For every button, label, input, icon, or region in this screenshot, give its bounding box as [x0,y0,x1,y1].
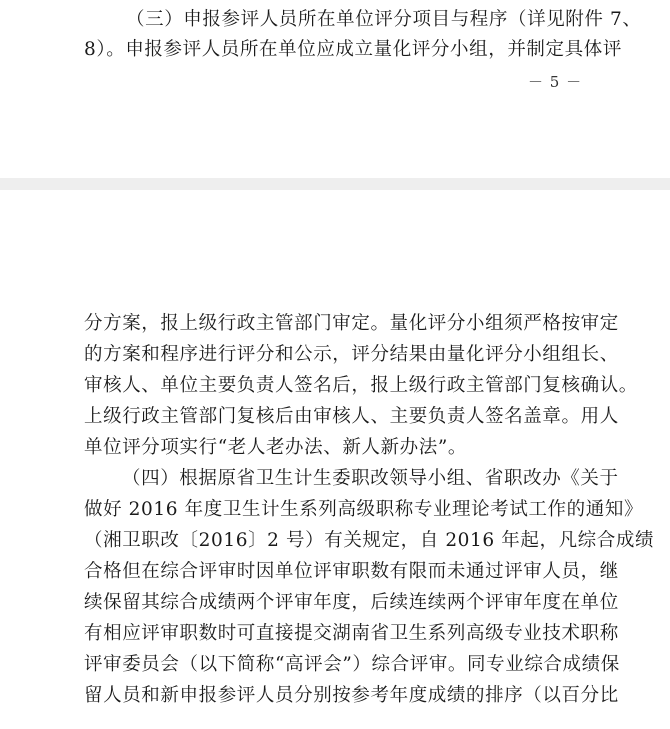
paragraph-three-line-2: 8）。申报参评人员所在单位应成立量化评分小组，并制定具体评 [84,39,622,60]
body-line-2: 的方案和程序进行评分和公示，评分结果由量化评分小组组长、 [84,344,619,365]
page-six-top-section [0,190,670,729]
paragraph-four-line-8: 留人员和新申报参评人员分别按参考年度成绩的排序（以百分比 [84,685,619,706]
body-line-1: 分方案，报上级行政主管部门审定。量化评分小组须严格按审定 [84,313,619,334]
paragraph-four-line-1: （四）根据原省卫生计生委职改领导小组、省职改办《关于 [122,468,619,489]
page-five-bottom-section [0,0,670,178]
paragraph-three-line-1: （三）申报参评人员所在单位评分项目与程序（详见附件 7、 [126,9,642,30]
page-number: － 5 － [528,73,583,91]
paragraph-four-line-2: 做好 2016 年度卫生计生系列高级职称专业理论考试工作的通知》 [84,499,644,520]
body-line-4: 上级行政主管部门复核后由审核人、主要负责人签名盖章。用人 [84,406,619,427]
paragraph-four-line-7: 评审委员会（以下简称“高评会”）综合评审。同专业综合成绩保 [84,654,620,675]
paragraph-four-line-6: 有相应评审职数时可直接提交湖南省卫生系列高级专业技术职称 [84,623,619,644]
paragraph-four-line-4: 合格但在综合评审时因单位评审职数有限而未通过评审人员，继 [84,561,619,582]
page-break-divider [0,178,670,190]
body-line-5: 单位评分项实行“老人老办法、新人新办法”。 [84,437,468,458]
paragraph-four-line-3: （湘卫职改〔2016〕2 号）有关规定，自 2016 年起，凡综合成绩 [84,530,655,551]
paragraph-four-line-5: 续保留其综合成绩两个评审年度，后续连续两个评审年度在单位 [84,592,619,613]
body-line-3: 审核人、单位主要负责人签名后，报上级行政主管部门复核确认。 [84,375,638,396]
